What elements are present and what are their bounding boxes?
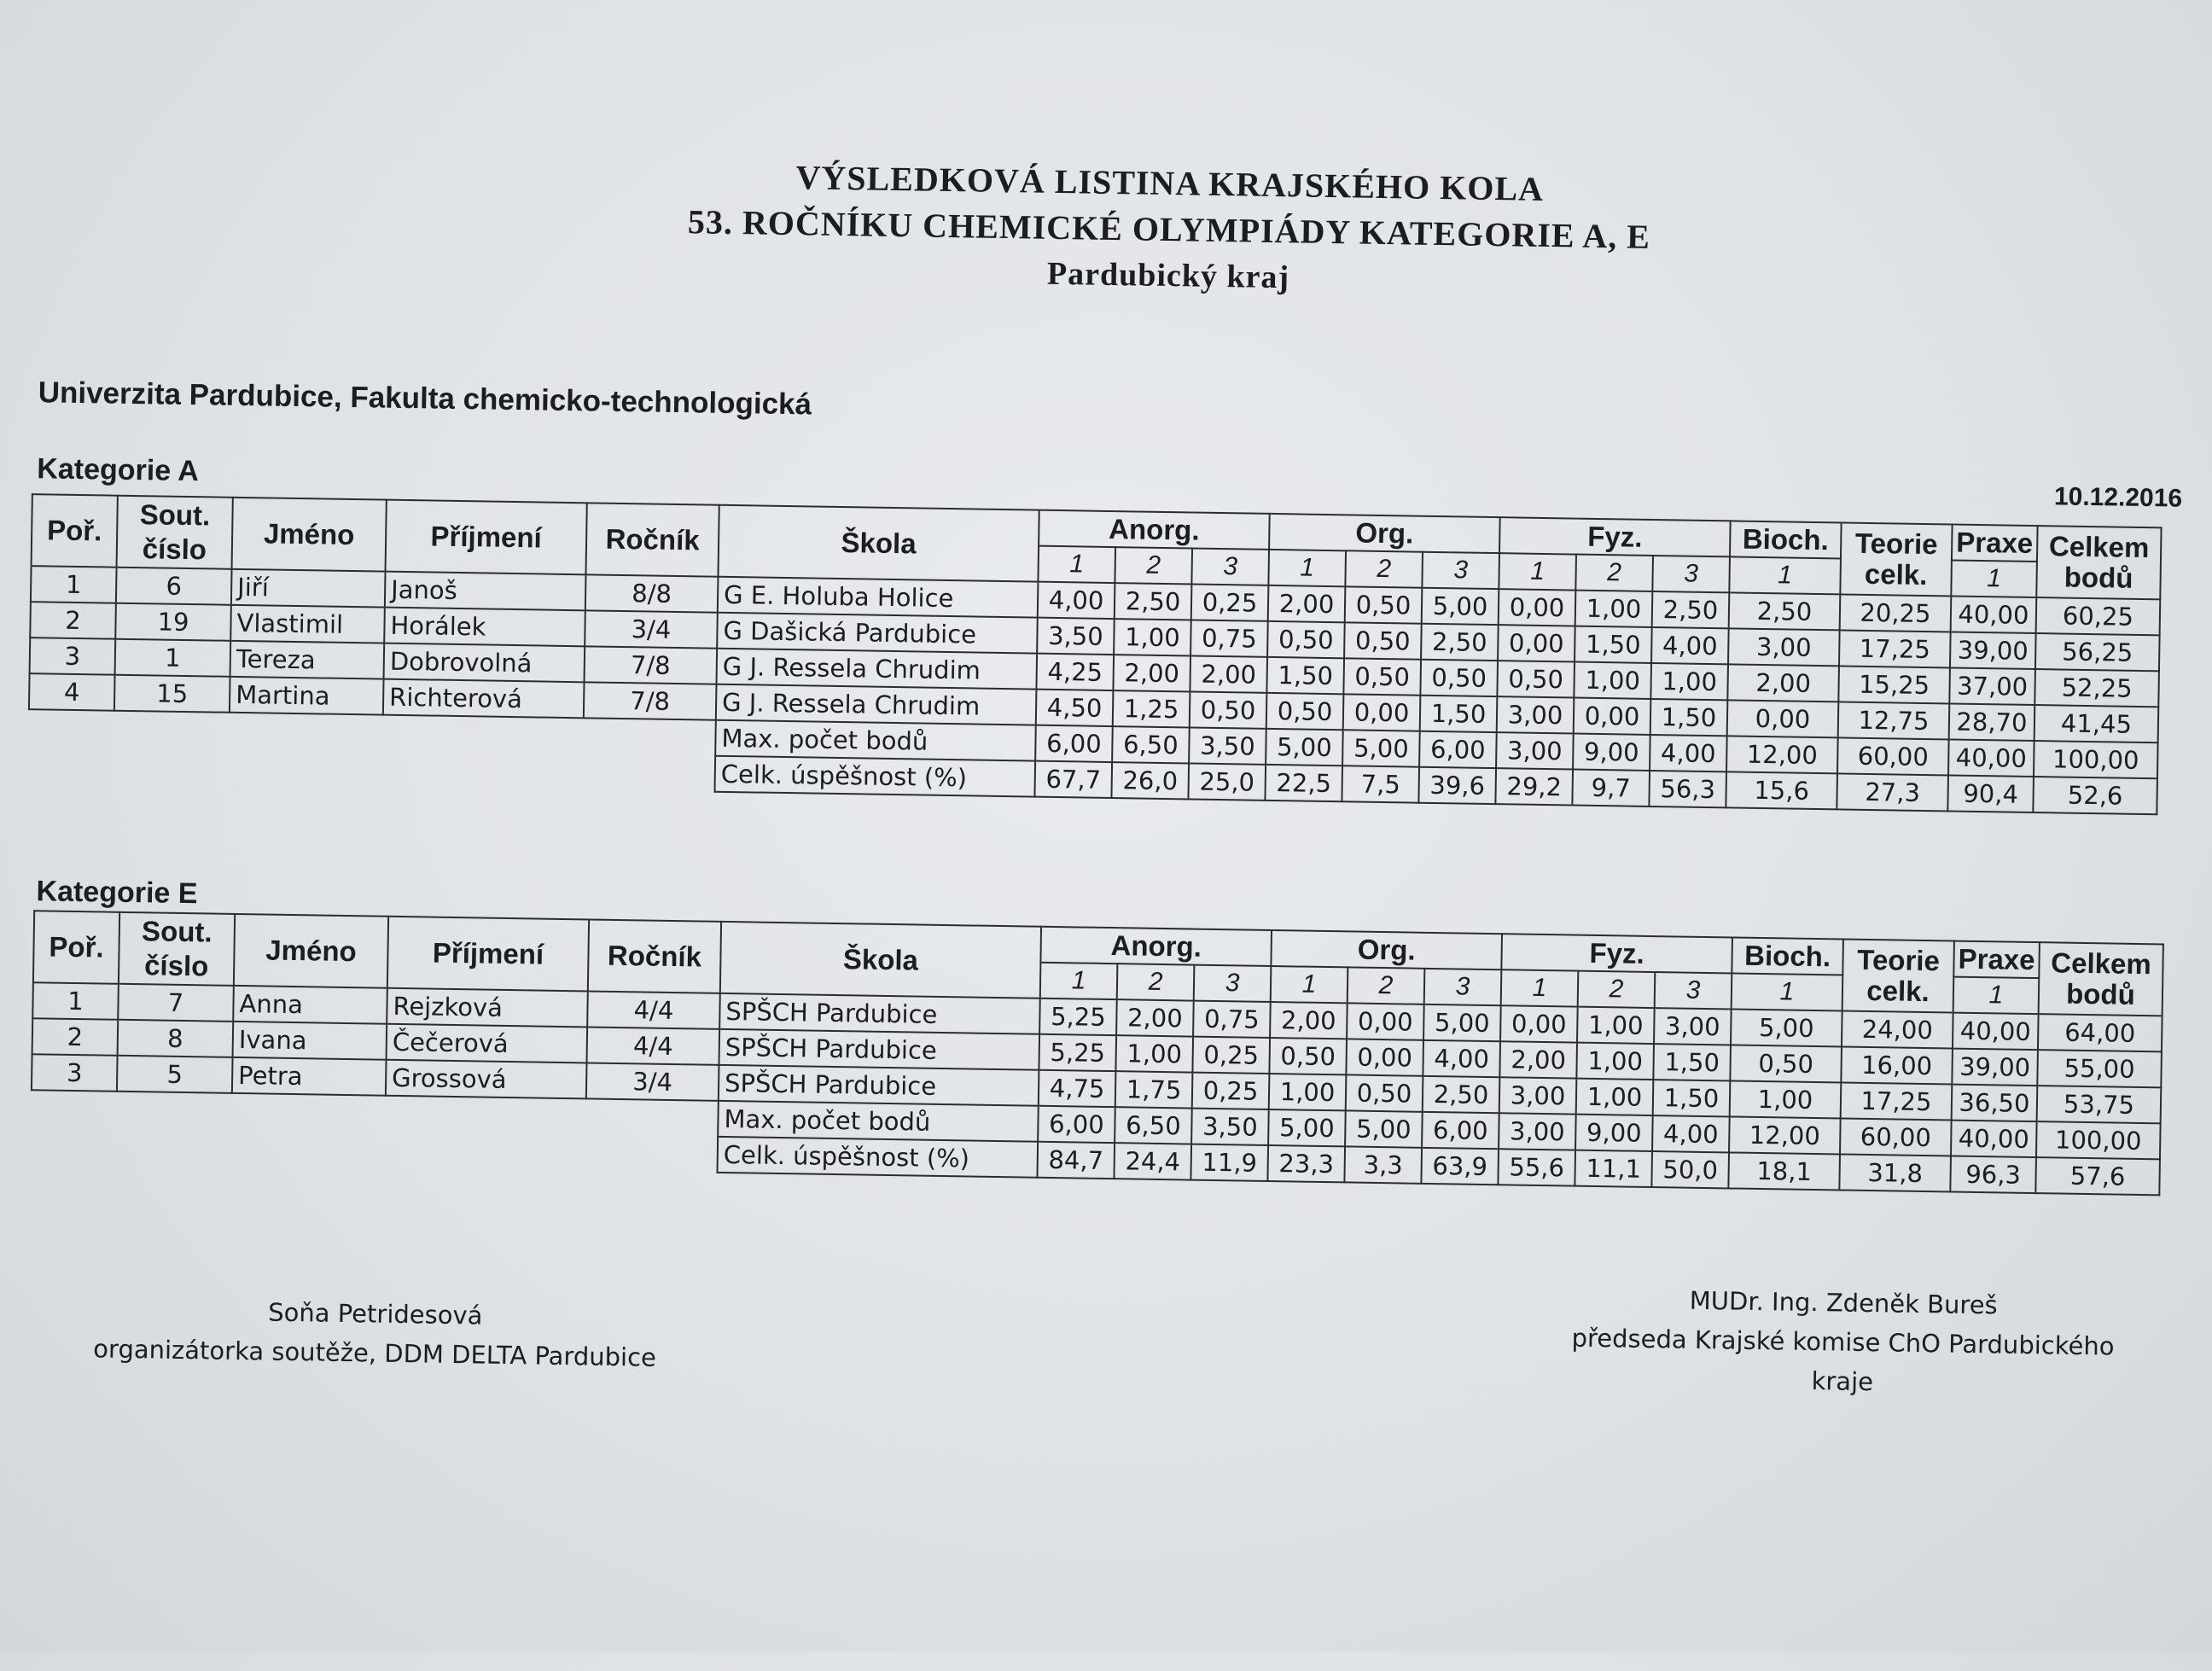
col-header-teorie: Teorie celk. — [1840, 522, 1952, 596]
summary-cell: 57,6 — [2035, 1157, 2160, 1195]
table-cell: 2,50 — [1729, 592, 1841, 630]
table-cell: 19 — [115, 603, 231, 641]
table-cell: Ivana — [233, 1022, 387, 1060]
summary-cell: 3,50 — [1191, 1109, 1269, 1145]
category-e-heading: Kategorie E — [36, 875, 198, 911]
table-cell: 4,00 — [1651, 627, 1729, 664]
table-cell: G Dašická Pardubice — [717, 613, 1038, 654]
summary-cell: 55,6 — [1498, 1149, 1575, 1185]
table-cell: 4,25 — [1036, 654, 1114, 690]
table-cell: Horálek — [384, 608, 585, 647]
table-cell: 7/8 — [585, 646, 718, 684]
table-cell: 4/4 — [587, 991, 720, 1028]
table-cell: 53,75 — [2037, 1086, 2162, 1123]
table-cell: 2,00 — [1116, 999, 1194, 1036]
subcolumn-number: 1 — [1951, 560, 2037, 597]
table-cell: 7/8 — [584, 682, 717, 719]
table-cell: 0,25 — [1192, 1073, 1270, 1109]
summary-cell: 6,50 — [1115, 1107, 1192, 1144]
col-header-por: Poř. — [33, 911, 119, 984]
subcolumn-number: 2 — [1117, 964, 1195, 1000]
summary-cell: 15,6 — [1726, 771, 1837, 809]
summary-label: Max. počet bodů — [718, 1101, 1039, 1142]
table-cell: Martina — [230, 677, 384, 715]
summary-cell: 4,00 — [1652, 1115, 1730, 1152]
table-cell: 2,00 — [1190, 655, 1267, 692]
document-subtitle: 53. ROČNÍKU CHEMICKÉ OLYMPIÁDY KATEGORIE A, E — [687, 202, 1651, 256]
table-cell: 1,00 — [1730, 1080, 1842, 1118]
table-cell: Anna — [233, 986, 387, 1024]
table-cell: 41,45 — [2034, 705, 2159, 742]
summary-cell: 100,00 — [2034, 741, 2158, 778]
table-cell: 5,00 — [1731, 1009, 1842, 1046]
table-cell: 6 — [116, 568, 232, 605]
table-cell: SPŠCH Pardubice — [719, 993, 1040, 1034]
table-cell: 3/4 — [585, 610, 718, 648]
table-cell: Vlastimil — [230, 605, 385, 643]
table-cell: 4,75 — [1039, 1070, 1116, 1107]
summary-cell: 9,7 — [1572, 770, 1650, 806]
table-cell: 7 — [118, 984, 234, 1022]
summary-cell: 22,5 — [1265, 765, 1342, 801]
signature-name: MUDr. Ing. Zdeněk Bureš — [1689, 1285, 1998, 1320]
subcolumn-number: 1 — [1953, 977, 2040, 1015]
summary-cell: 3,00 — [1499, 1113, 1576, 1150]
summary-cell: 18,1 — [1728, 1152, 1840, 1190]
subcolumn-number: 2 — [1345, 550, 1423, 587]
subcolumn-number: 2 — [1575, 555, 1653, 591]
table-cell: 0,50 — [1190, 691, 1267, 728]
table-cell: 3,00 — [1499, 1077, 1577, 1114]
table-cell: 2,00 — [1268, 585, 1346, 622]
table-cell: 55,00 — [2037, 1050, 2162, 1087]
summary-cell: 9,00 — [1575, 1115, 1653, 1151]
table-cell: 0,25 — [1192, 1037, 1270, 1074]
table-cell: 3 — [30, 638, 116, 675]
table-cell: 2 — [32, 1018, 119, 1056]
subcolumn-number: 3 — [1655, 972, 1732, 1009]
subcolumn-number: 2 — [1115, 547, 1192, 584]
table-cell: 2,50 — [1421, 624, 1499, 661]
summary-cell: 56,3 — [1649, 771, 1726, 807]
summary-cell: 3,3 — [1344, 1146, 1422, 1183]
table-cell: 1 — [31, 566, 117, 603]
table-cell: 8 — [118, 1020, 234, 1057]
table-cell: 56,25 — [2035, 633, 2160, 671]
summary-cell: 63,9 — [1421, 1148, 1499, 1185]
table-cell: 4/4 — [586, 1027, 719, 1064]
table-cell: Čečerová — [387, 1024, 588, 1063]
table-cell: 1,50 — [1575, 626, 1652, 663]
table-cell: 3,50 — [1037, 618, 1115, 655]
table-cell: 60,25 — [2036, 597, 2161, 635]
col-header-bioch: Bioch. — [1730, 521, 1842, 558]
summary-cell: 25,0 — [1188, 763, 1266, 800]
table-cell: 0,75 — [1193, 1001, 1271, 1038]
table-cell: 0,50 — [1343, 658, 1421, 695]
table-cell: 1 — [32, 982, 119, 1020]
summary-cell: 5,00 — [1268, 1109, 1346, 1146]
table-cell: Janoš — [385, 572, 586, 611]
table-cell: 0,00 — [1498, 625, 1575, 661]
summary-cell: 6,00 — [1422, 1112, 1499, 1149]
summary-cell: 100,00 — [2036, 1121, 2161, 1159]
table-cell: 15,25 — [1838, 666, 1950, 703]
organizer-signature — [67, 1290, 683, 1377]
table-cell: 1,00 — [1574, 662, 1651, 699]
table-cell: G E. Holuba Holice — [718, 577, 1039, 618]
table-cell: 8/8 — [585, 574, 719, 612]
table-cell: 0,00 — [1574, 698, 1651, 735]
summary-cell: 40,00 — [1948, 739, 2034, 777]
subcolumn-number: 1 — [1729, 556, 1841, 594]
summary-cell: 11,9 — [1190, 1144, 1268, 1181]
col-header-sout: Sout. číslo — [119, 912, 235, 986]
summary-cell: 67,7 — [1034, 761, 1112, 798]
table-cell: 1,00 — [1269, 1074, 1347, 1110]
table-cell: 5,00 — [1423, 1004, 1501, 1041]
col-header-jmeno: Jméno — [234, 914, 388, 988]
table-cell: 17,25 — [1841, 1083, 1953, 1121]
table-cell: 1 — [115, 639, 231, 677]
col-header-anorg: Anorg. — [1039, 510, 1270, 550]
table-cell: 2,00 — [1270, 1002, 1348, 1039]
category-e-table — [30, 910, 2164, 1196]
table-cell: Jiří — [231, 569, 386, 608]
table-cell: 37,00 — [1949, 667, 2035, 705]
signature-role: předseda Krajské komise ChO Pardubického kraje — [1571, 1323, 2115, 1397]
summary-cell: 23,3 — [1267, 1145, 1345, 1182]
table-cell: 2,00 — [1499, 1041, 1577, 1078]
table-cell: 4,50 — [1036, 690, 1114, 726]
subcolumn-number: 3 — [1191, 548, 1269, 585]
col-header-celkem: Celkem bodů — [2036, 526, 2161, 599]
summary-cell: 29,2 — [1495, 768, 1573, 805]
subcolumn-number: 3 — [1652, 556, 1730, 592]
table-cell: SPŠCH Pardubice — [719, 1065, 1039, 1106]
category-a-table — [27, 493, 2163, 815]
summary-cell: 26,0 — [1111, 762, 1189, 799]
table-cell: 0,50 — [1345, 586, 1423, 623]
summary-cell: 9,00 — [1573, 734, 1650, 771]
table-cell: 1,25 — [1113, 690, 1190, 727]
table-cell: Petra — [232, 1057, 387, 1096]
table-cell: 0,50 — [1344, 622, 1422, 659]
summary-label: Celk. úspěšnost (%) — [715, 756, 1036, 797]
table-cell: 0,50 — [1497, 661, 1575, 697]
table-cell: 1,50 — [1653, 1080, 1731, 1116]
table-cell: 0,00 — [1727, 700, 1839, 737]
table-cell: 52,25 — [2034, 669, 2159, 707]
table-cell: 17,25 — [1839, 630, 1951, 667]
table-cell: 3,00 — [1654, 1008, 1732, 1045]
table-cell: 3,00 — [1497, 696, 1575, 733]
table-cell: 1,00 — [1575, 591, 1653, 627]
subcolumn-number: 2 — [1348, 967, 1425, 1004]
table-cell: 3/4 — [586, 1063, 719, 1100]
table-cell: 16,00 — [1841, 1047, 1953, 1085]
table-cell: 0,00 — [1346, 1039, 1423, 1075]
table-cell: 15 — [114, 675, 230, 713]
table-cell: 1,00 — [1576, 1043, 1654, 1080]
col-header-org: Org. — [1269, 514, 1500, 553]
subcolumn-number: 1 — [1038, 546, 1115, 583]
summary-cell: 40,00 — [1951, 1121, 2037, 1158]
table-cell: 1,00 — [1577, 1007, 1655, 1044]
table-cell: 5,25 — [1039, 1034, 1116, 1071]
summary-cell: 60,00 — [1840, 1119, 1952, 1156]
table-cell: 24,00 — [1842, 1011, 1953, 1049]
summary-cell: 24,4 — [1114, 1143, 1191, 1179]
category-a-heading: Kategorie A — [37, 452, 200, 488]
table-cell: 2,50 — [1115, 583, 1192, 620]
subcolumn-number: 2 — [1578, 971, 1656, 1008]
summary-cell: 4,00 — [1650, 735, 1727, 771]
table-cell: 0,50 — [1266, 693, 1344, 730]
subcolumn-number: 3 — [1424, 969, 1502, 1005]
summary-cell: 11,1 — [1575, 1150, 1652, 1187]
table-cell: 5,00 — [1422, 588, 1499, 625]
table-cell: 0,50 — [1269, 1038, 1347, 1074]
subcolumn-number: 1 — [1501, 969, 1579, 1006]
table-cell: 4,00 — [1038, 582, 1115, 619]
table-cell: 1,50 — [1266, 657, 1344, 694]
table-cell: 0,75 — [1190, 620, 1268, 656]
table-cell: 40,00 — [1953, 1013, 2039, 1051]
signature-role: organizátorka soutěže, DDM DELTA Pardubice — [93, 1334, 657, 1372]
col-header-sout: Sout. číslo — [117, 496, 233, 569]
table-cell: 2,50 — [1423, 1076, 1500, 1113]
organizer-heading: Univerzita Pardubice, Fakulta chemicko-technologická — [38, 376, 812, 422]
table-cell: 0,50 — [1346, 1074, 1423, 1111]
table-cell: 1,75 — [1115, 1071, 1193, 1108]
summary-cell: 84,7 — [1037, 1142, 1115, 1179]
table-cell: 2,00 — [1727, 664, 1839, 702]
table-cell: 5,25 — [1039, 999, 1117, 1035]
table-cell: 2 — [30, 602, 116, 639]
summary-cell: 6,00 — [1035, 725, 1113, 762]
signature-name: Soňa Petridesová — [267, 1297, 483, 1330]
subcolumn-number: 1 — [1499, 553, 1576, 590]
table-cell: 5 — [117, 1056, 233, 1093]
summary-cell: 12,00 — [1729, 1116, 1841, 1154]
summary-cell: 3,50 — [1189, 727, 1266, 764]
table-cell: Richterová — [383, 679, 585, 719]
summary-cell: 12,00 — [1726, 736, 1838, 773]
col-header-prijmeni: Příjmení — [387, 917, 589, 992]
document-date: 10.12.2016 — [2053, 482, 2183, 513]
table-cell: 64,00 — [2038, 1014, 2163, 1051]
table-cell: 1,00 — [1576, 1079, 1654, 1115]
table-cell: 1,50 — [1653, 1044, 1731, 1080]
table-cell: 0,00 — [1343, 694, 1421, 731]
table-cell: Dobrovolná — [384, 643, 585, 683]
summary-cell: 5,00 — [1266, 729, 1343, 766]
table-cell: 0,00 — [1499, 589, 1576, 626]
summary-cell: 5,00 — [1345, 1110, 1423, 1147]
summary-cell: 6,00 — [1419, 731, 1497, 768]
table-cell: 40,00 — [1951, 596, 2037, 633]
col-header-skola: Škola — [718, 505, 1039, 582]
table-cell: G J. Ressela Chrudim — [716, 684, 1037, 725]
summary-cell: 96,3 — [1950, 1156, 2036, 1194]
subcolumn-number: 1 — [1268, 550, 1346, 586]
subcolumn-number: 1 — [1271, 966, 1348, 1003]
col-header-anorg: Anorg. — [1040, 927, 1272, 966]
table-cell: 39,00 — [1950, 632, 2036, 669]
summary-cell: 60,00 — [1837, 737, 1949, 775]
summary-cell: 5,00 — [1342, 730, 1420, 766]
col-header-fyz: Fyz. — [1499, 517, 1731, 556]
col-header-skola: Škola — [720, 922, 1041, 999]
table-cell: SPŠCH Pardubice — [719, 1029, 1039, 1070]
summary-cell: 90,4 — [1947, 775, 2034, 812]
summary-cell: 3,00 — [1496, 732, 1574, 769]
region-title: Pardubický kraj — [1046, 255, 1290, 296]
col-header-rocnik: Ročník — [588, 919, 721, 993]
subcolumn-number: 1 — [1040, 963, 1118, 999]
summary-cell: 50,0 — [1651, 1151, 1729, 1188]
col-header-teorie: Teorie celk. — [1842, 940, 1954, 1013]
table-cell: 1,50 — [1650, 699, 1728, 736]
summary-label: Max. počet bodů — [715, 720, 1036, 761]
table-cell: 1,50 — [1420, 696, 1498, 732]
table-cell: Grossová — [386, 1060, 587, 1099]
col-header-rocnik: Ročník — [585, 503, 719, 576]
table-cell: 1,00 — [1650, 663, 1728, 700]
subcolumn-number: 3 — [1422, 552, 1499, 589]
table-cell: 1,00 — [1115, 1035, 1193, 1072]
col-header-por: Poř. — [32, 494, 118, 568]
summary-cell: 6,50 — [1112, 726, 1190, 763]
chair-signature — [1544, 1278, 2143, 1406]
table-cell: 0,25 — [1191, 584, 1269, 620]
summary-cell: 31,8 — [1839, 1155, 1951, 1192]
col-header-org: Org. — [1271, 930, 1502, 969]
table-cell: 3,00 — [1728, 628, 1840, 666]
table-cell: Rejzková — [387, 988, 588, 1028]
table-cell: 0,00 — [1500, 1005, 1578, 1042]
table-cell: 0,50 — [1420, 660, 1498, 696]
table-cell: 39,00 — [1952, 1049, 2038, 1086]
table-cell: 0,50 — [1267, 621, 1345, 658]
table-cell: 36,50 — [1952, 1085, 2038, 1122]
col-header-celkem: Celkem bodů — [2039, 942, 2163, 1016]
summary-cell: 27,3 — [1837, 773, 1948, 811]
table-cell: 1,00 — [1114, 619, 1191, 655]
col-header-fyz: Fyz. — [1501, 934, 1732, 973]
summary-label: Celk. úspěšnost (%) — [718, 1137, 1039, 1178]
table-cell: 28,70 — [1949, 703, 2035, 741]
table-cell: 0,00 — [1347, 1003, 1424, 1039]
subcolumn-number: 1 — [1732, 973, 1843, 1010]
table-cell: 4,00 — [1423, 1040, 1500, 1077]
table-cell: G J. Ressela Chrudim — [716, 649, 1037, 690]
subcolumn-number: 3 — [1194, 965, 1272, 1002]
table-cell: 2,00 — [1113, 655, 1190, 691]
table-cell: 20,25 — [1840, 594, 1952, 632]
table-cell: 2,50 — [1652, 591, 1730, 628]
col-header-bioch: Bioch. — [1732, 937, 1843, 975]
col-header-prijmeni: Příjmení — [386, 500, 587, 575]
col-header-praxe: Praxe — [1952, 524, 2038, 562]
summary-cell: 39,6 — [1418, 767, 1496, 804]
table-cell: 0,50 — [1730, 1045, 1842, 1082]
col-header-jmeno: Jméno — [232, 498, 387, 572]
summary-cell: 7,5 — [1342, 766, 1419, 802]
table-cell: 4 — [29, 673, 115, 711]
table-cell: 3 — [32, 1054, 118, 1092]
summary-cell: 6,00 — [1038, 1106, 1115, 1143]
document-title: VÝSLEDKOVÁ LISTINA KRAJSKÉHO KOLA — [795, 158, 1545, 208]
table-cell: Tereza — [230, 641, 385, 679]
col-header-praxe: Praxe — [1953, 941, 2040, 979]
table-cell: 12,75 — [1838, 702, 1950, 739]
summary-cell: 52,6 — [2033, 777, 2157, 814]
